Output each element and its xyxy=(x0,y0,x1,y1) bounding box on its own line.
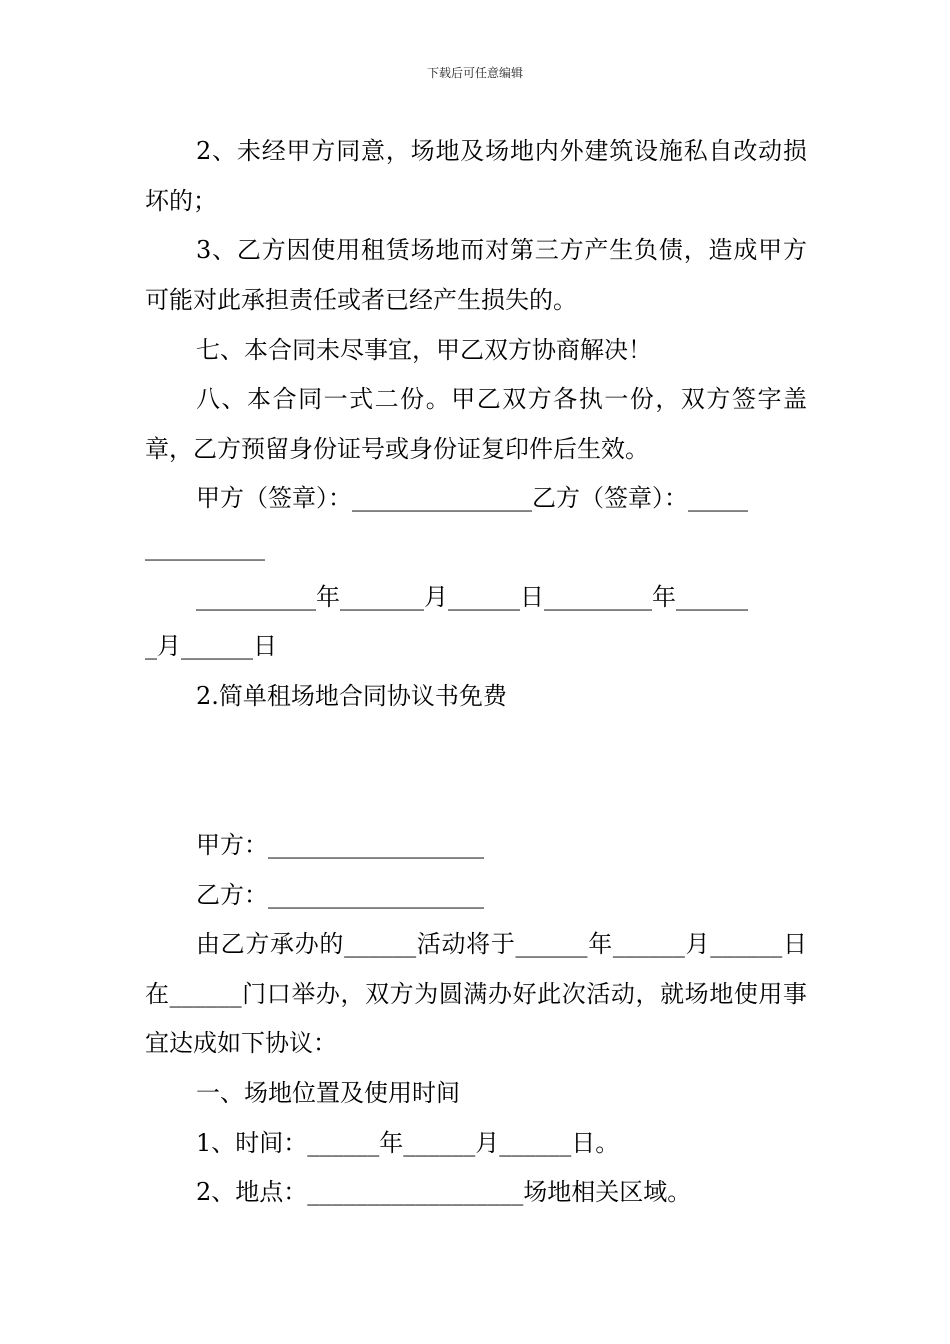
date-line-continued: _月______日 xyxy=(145,632,277,660)
paragraph-article-8: 八、本合同一式二份。甲乙双方各执一份，双方签字盖章，乙方预留身份证号或身份证复印件后生效。 xyxy=(145,385,807,463)
paragraph-clause-3: 3、乙方因使用租赁场地而对第三方产生负债，造成甲方可能对此承担责任或者已经产生损失的。 xyxy=(145,236,807,314)
party-b-line: 乙方：__________________ xyxy=(196,881,484,909)
section-title: 2.简单租场地合同协议书免费 xyxy=(196,682,507,710)
page-header: 下载后可任意编辑 xyxy=(426,66,523,80)
party-a-line: 甲方：__________________ xyxy=(196,831,484,859)
signature-line-continued: __________ xyxy=(145,533,265,561)
paragraph-clause-2: 2、未经甲方同意，场地及场地内外建筑设施私自改动损坏的； xyxy=(145,137,807,215)
clause-1-title: 一、场地位置及使用时间 xyxy=(196,1079,460,1107)
signature-line: 甲方（签章）：_______________乙方（签章）：_____ xyxy=(196,484,748,512)
clause-1-place: 2、地点：__________________场地相关区域。 xyxy=(196,1178,692,1206)
paragraph-article-7: 七、本合同未尽事宜，甲乙双方协商解决！ xyxy=(196,336,652,364)
clause-1-time: 1、时间：______年______月______日。 xyxy=(196,1129,620,1157)
intro-paragraph: 由乙方承办的______活动将于______年______月______日在______门口举办，双方为圆满办好此次活动，就场地使用事宜达成如下协议： xyxy=(145,930,807,1057)
date-line: __________年_______月______日_________年______ xyxy=(196,583,748,611)
